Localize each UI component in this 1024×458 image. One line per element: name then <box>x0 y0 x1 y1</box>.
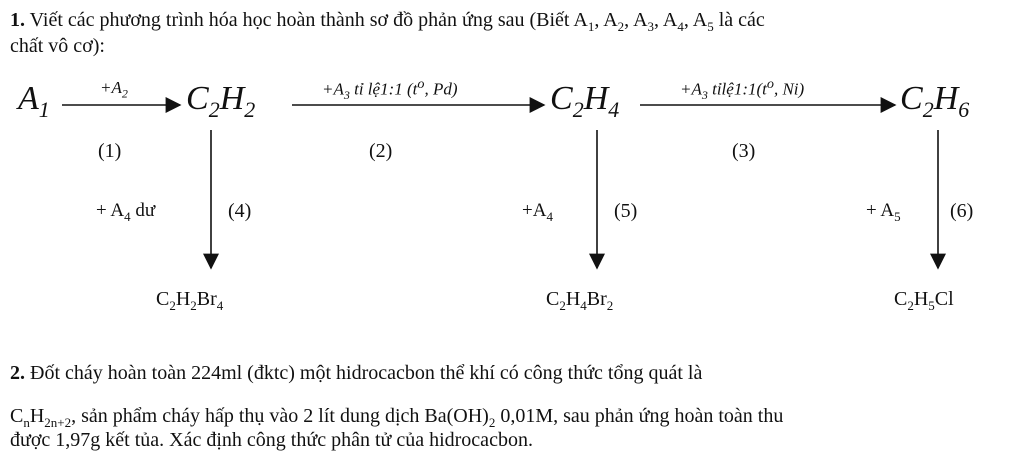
q2-line3: được 1,97g kết tủa. Xác định công thức phân tử của hidrocacbon. <box>10 429 533 451</box>
step-4-label: (4) <box>228 200 252 222</box>
product-c2h2br4: $C_2H_2Br_4$ <box>156 288 224 313</box>
arrow-5-reagent: $+A_4$ <box>522 200 553 224</box>
compound-c2h4: $C_2H_4$ <box>550 80 620 122</box>
step-3-label: (3) <box>732 140 756 162</box>
q1-line1: 1. Viết các phương trình hóa học hoàn thành sơ đồ phản ứng sau (Biết $A_1$, $A_2$, $A_3$, $A_4$, $A_5$ là các <box>10 9 765 34</box>
q2-line2: $C_nH_{2n+2}$, sản phẩm cháy hấp thụ vào 2 lít dung dịch $Ba(OH)_2$ 0,01M, sau phản ứng hoàn toàn thu <box>10 405 784 430</box>
product-c2h5cl: $C_2H_5Cl$ <box>894 288 954 313</box>
product-c2h4br2: $C_2H_4Br_2$ <box>546 288 614 313</box>
step-6-label: (6) <box>950 200 974 222</box>
q1-line2: chất vô cơ): <box>10 35 105 57</box>
q1-line1-end: là các <box>718 9 765 31</box>
arrow-3-condition: $+A_3$ $tỉlệ1:1(t^o$, Ni) <box>680 76 805 103</box>
compound-c2h2: $C_2H_2$ <box>186 80 256 122</box>
step-1-label: (1) <box>98 140 122 162</box>
compound-c2h6: $C_2H_6$ <box>900 80 970 122</box>
arrow-1-condition: $+A_2$ <box>100 78 128 101</box>
arrow-6-reagent: + $A_5$ <box>866 200 901 224</box>
q2-line1 <box>10 361 702 385</box>
q2-number: 2. <box>10 362 25 384</box>
step-5-label: (5) <box>614 200 638 222</box>
q1-line1-text: Viết các phương trình hóa học hoàn thành sơ đồ phản ứng sau (Biết A <box>29 9 588 31</box>
arrow-4-reagent: + $A_4$ dư <box>96 200 156 224</box>
arrow-2-condition: $+A_3$ tỉ lệ1:1 ($t^o$, Pd) <box>322 76 458 103</box>
q2-line1-text: Đốt cháy hoàn toàn 224ml (đktc) một hidrocacbon thể khí có công thức tổng quát là <box>30 362 703 384</box>
compound-a1: $A_1$ <box>18 80 50 122</box>
step-2-label: (2) <box>369 140 393 162</box>
q1-number: 1. <box>10 9 25 31</box>
